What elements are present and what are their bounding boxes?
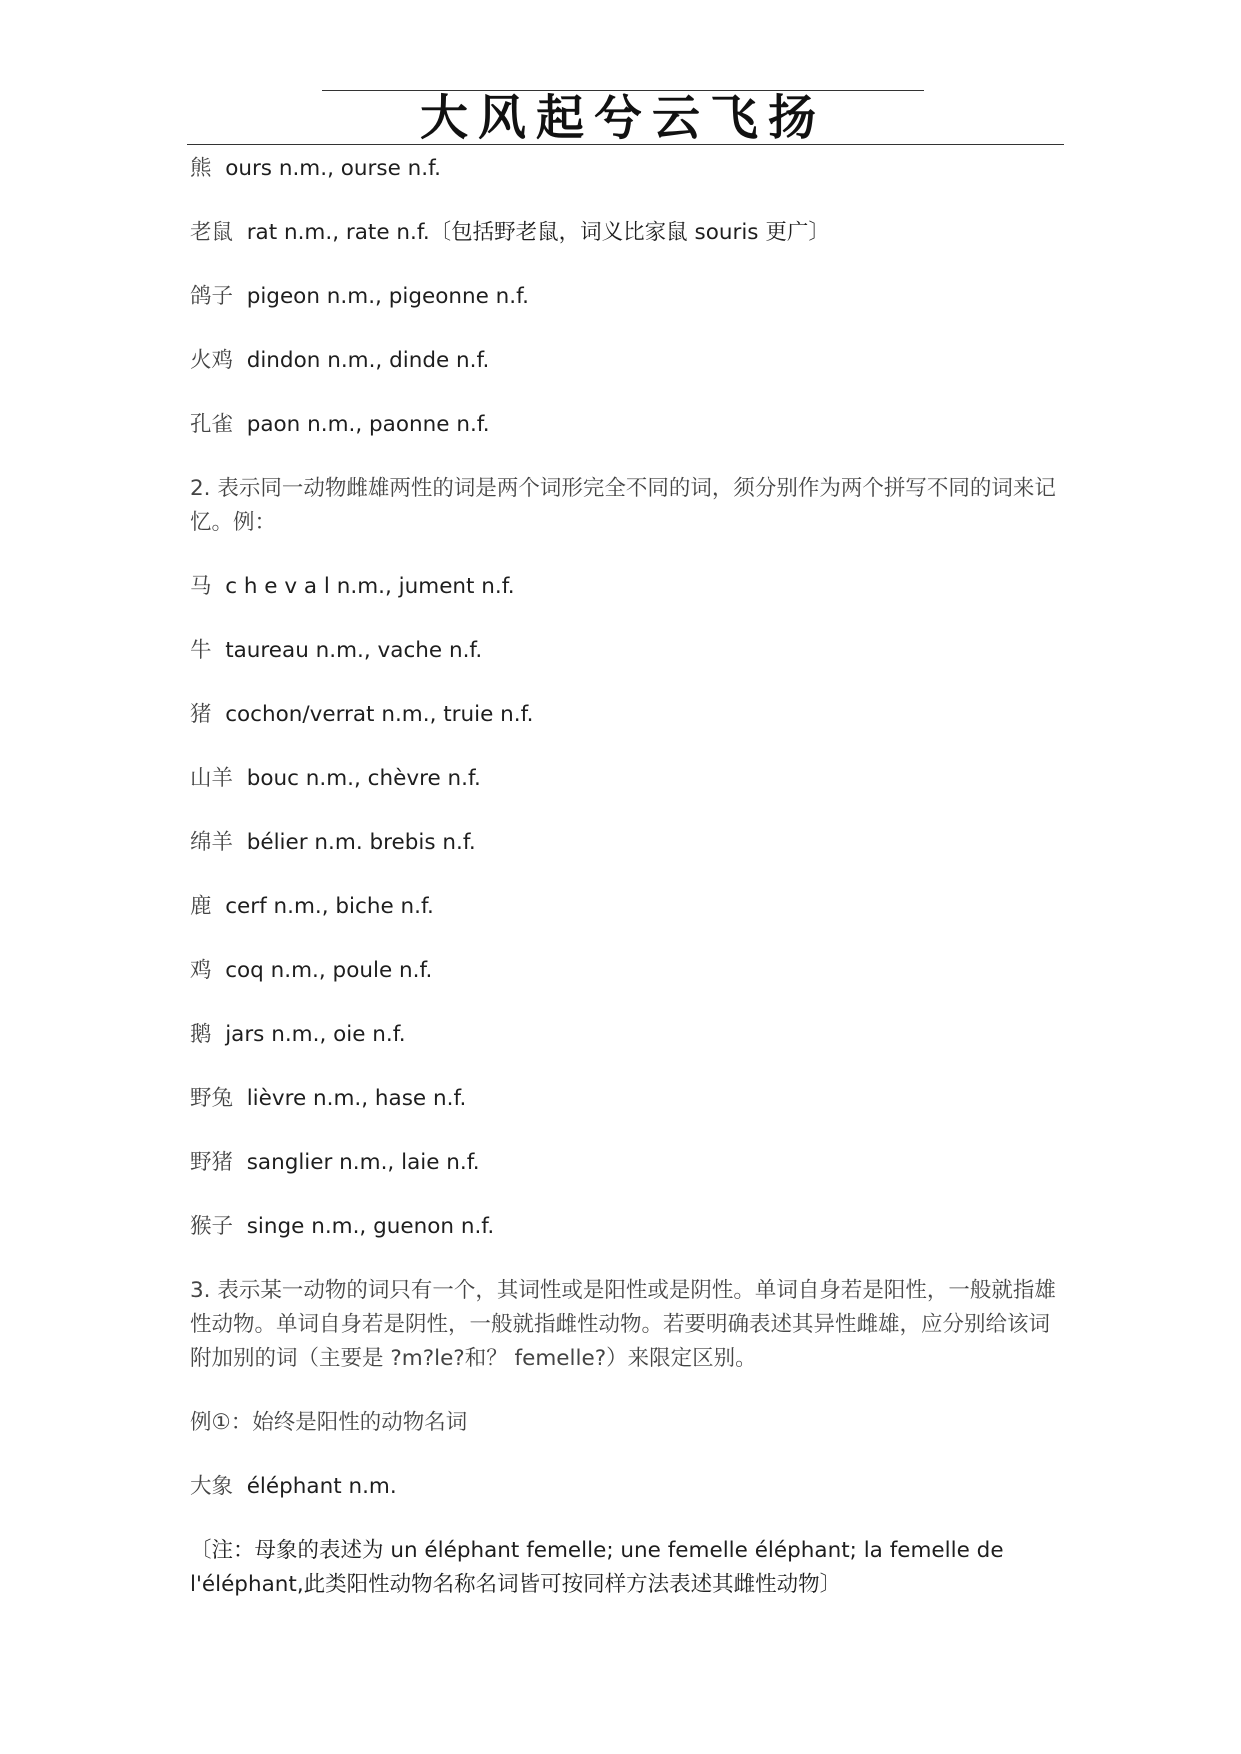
french-term: bouc n.m., chèvre n.f. xyxy=(246,766,481,791)
list-item xyxy=(190,1210,1060,1244)
chinese-term: 山羊 xyxy=(190,766,234,791)
list-item xyxy=(190,698,1060,732)
french-term: dindon n.m., dinde n.f. xyxy=(246,348,490,373)
list-item xyxy=(190,280,1060,314)
french-term: cerf n.m., biche n.f. xyxy=(225,894,434,919)
list-item xyxy=(190,890,1060,924)
chinese-term: 绵羊 xyxy=(190,830,234,855)
list-item xyxy=(190,152,1060,186)
list-item xyxy=(190,408,1060,442)
list-item xyxy=(190,954,1060,988)
chinese-term: 孔雀 xyxy=(190,412,234,437)
chinese-term: 熊 xyxy=(190,156,212,181)
list-item xyxy=(190,1082,1060,1116)
chinese-term: 老鼠 xyxy=(190,220,234,245)
french-term: éléphant n.m. xyxy=(246,1474,397,1499)
chinese-term: 牛 xyxy=(190,638,212,663)
french-term: c h e v a l n.m., jument n.f. xyxy=(225,574,515,599)
chinese-term: 猪 xyxy=(190,702,212,727)
chinese-term: 大象 xyxy=(190,1474,234,1499)
chinese-term: 鹅 xyxy=(190,1022,212,1047)
french-term: ours n.m., ourse n.f. xyxy=(225,156,441,181)
french-term: cochon/verrat n.m., truie n.f. xyxy=(225,702,534,727)
french-term: paon n.m., paonne n.f. xyxy=(246,412,490,437)
chinese-term: 鸽子 xyxy=(190,284,234,309)
page-title: 大风起兮云飞扬 xyxy=(419,90,826,146)
french-term: singe n.m., guenon n.f. xyxy=(246,1214,495,1239)
list-item xyxy=(190,826,1060,860)
french-term: sanglier n.m., laie n.f. xyxy=(246,1150,480,1175)
list-item xyxy=(190,1018,1060,1052)
list-item xyxy=(190,344,1060,378)
chinese-term: 野猪 xyxy=(190,1150,234,1175)
chinese-term: 鸡 xyxy=(190,958,212,983)
list-item xyxy=(190,1146,1060,1180)
chinese-term: 野兔 xyxy=(190,1086,234,1111)
chinese-term: 猴子 xyxy=(190,1214,234,1239)
section-3-paragraph: 3. 表示某一动物的词只有一个，其词性或是阳性或是阴性。单词自身若是阳性，一般就指雄性动物。单词自身若是阴性，一般就指雌性动物。若要明确表述其异性雌雄，应分别给该词附加别的词（主要是 ?m?le?和？ femelle?）来限定区别。 xyxy=(190,1278,1056,1371)
french-term: pigeon n.m., pigeonne n.f. xyxy=(246,284,529,309)
french-term: coq n.m., poule n.f. xyxy=(225,958,433,983)
chinese-term: 火鸡 xyxy=(190,348,234,373)
french-term: lièvre n.m., hase n.f. xyxy=(246,1086,467,1111)
note-paragraph: 〔注：母象的表述为 un éléphant femelle; une femelle éléphant; la femelle de l'éléphant,此类阳性动物名称名词皆可按同样方法表述其雌性动物〕 xyxy=(190,1538,1004,1597)
list-item xyxy=(190,634,1060,668)
list-item xyxy=(190,762,1060,796)
french-term: taureau n.m., vache n.f. xyxy=(225,638,483,663)
document-body xyxy=(190,152,1060,1602)
list-item xyxy=(190,570,1060,604)
example-label: 例①：始终是阳性的动物名词 xyxy=(190,1410,468,1435)
header-rule-bottom xyxy=(187,144,1064,145)
french-term: jars n.m., oie n.f. xyxy=(225,1022,406,1047)
chinese-term: 鹿 xyxy=(190,894,212,919)
french-term: bélier n.m. brebis n.f. xyxy=(246,830,476,855)
chinese-term: 马 xyxy=(190,574,212,599)
section-2-paragraph: 2. 表示同一动物雌雄两性的词是两个词形完全不同的词，须分别作为两个拼写不同的词来记忆。例： xyxy=(190,476,1056,535)
french-term: rat n.m., rate n.f.〔包括野老鼠，词义比家鼠 souris 更广〕 xyxy=(246,220,830,245)
list-item xyxy=(190,216,1060,250)
list-item xyxy=(190,1470,1060,1504)
